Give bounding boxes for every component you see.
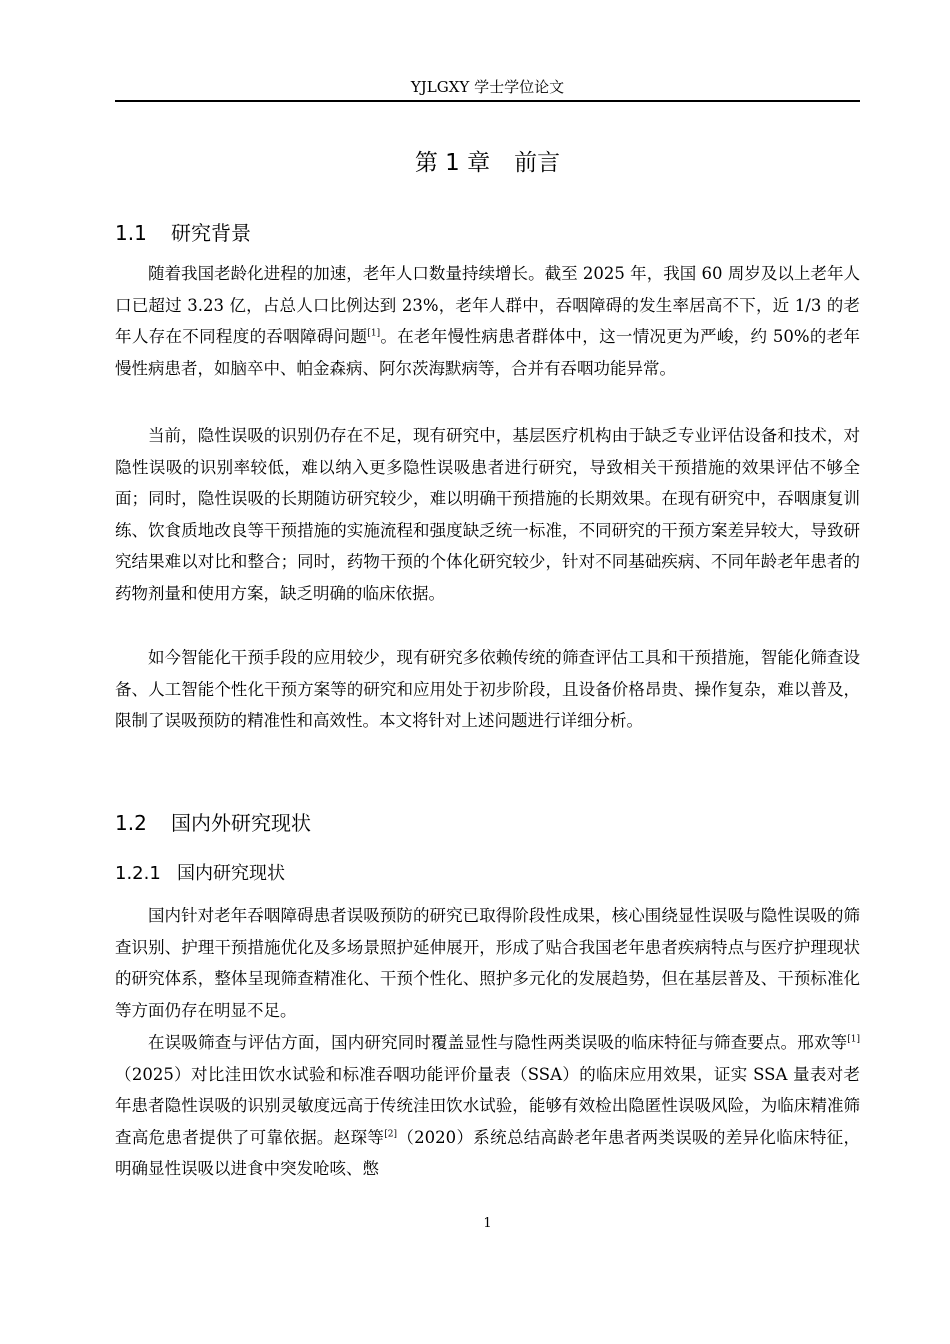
citation-ref[interactable]: [1]: [847, 1034, 860, 1045]
section-heading-1-2: [115, 810, 311, 836]
paragraph: 随着我国老龄化进程的加速，老年人口数量持续增长。截至 2025 年，我国 60 周岁及以上老年人口已超过 3.23 亿，占总人口比例达到 23%，老年人群中，吞咽障碍的发生率居高不下，近 1/3 的老年人存在不同程度的吞咽障碍问题[1]。在老年慢性病患者群体中，这一情况更为严峻，约 50%的老年慢性病患者，如脑卒中、帕金森病、阿尔茨海默病等，合并有吞咽功能异常。: [115, 264, 861, 378]
chapter-number: 第 1 章: [414, 150, 491, 176]
running-header: YJLGXY 学士学位论文: [410, 78, 565, 96]
section-number: 1.2: [115, 811, 147, 835]
subsection-heading-1-2-1: [115, 862, 285, 886]
paragraph: 在误吸筛查与评估方面，国内研究同时覆盖显性与隐性两类误吸的临床特征与筛查要点。邢欢等[1]（2025）对比洼田饮水试验和标准吞咽功能评价量表（SSA）的临床应用效果，证实 SSA 量表对老年患者隐性误吸的识别灵敏度远高于传统洼田饮水试验，能够有效检出隐匿性误吸风险，为临床精准筛查高危患者提供了可靠依据。赵琛等[2]（2020）系统总结高龄老年患者两类误吸的差异化临床特征，明确显性误吸以进食中突发呛咳、憋: [115, 1033, 861, 1178]
chapter-name: 前言: [514, 150, 561, 176]
citation-ref[interactable]: [2]: [384, 1129, 397, 1139]
paragraph: 国内针对老年吞咽障碍患者误吸预防的研究已取得阶段性成果，核心围绕显性误吸与隐性误吸的筛查识别、护理干预措施优化及多场景照护延伸展开，形成了贴合我国老年患者疾病特点与医疗护理现状的研究体系，整体呈现筛查精准化、干预个性化、照护多元化的发展趋势，但在基层普及、干预标准化等方面仍存在明显不足。: [115, 906, 860, 1020]
subsection-title: 国内研究现状: [177, 863, 285, 884]
page-number: 1: [483, 1216, 492, 1231]
section-heading-1-1: [115, 220, 251, 246]
section-number: 1.1: [115, 221, 147, 245]
paragraph: 当前，隐性误吸的识别仍存在不足，现有研究中，基层医疗机构由于缺乏专业评估设备和技术，对隐性误吸的识别率较低，难以纳入更多隐性误吸患者进行研究，导致相关干预措施的效果评估不够全面；同时，隐性误吸的长期随访研究较少，难以明确干预措施的长期效果。在现有研究中，吞咽康复训练、饮食质地改良等干预措施的实施流程和强度缺乏统一标准，不同研究的干预方案差异较大，导致研究结果难以对比和整合；同时，药物干预的个体化研究较少，针对不同基础疾病、不同年龄老年患者的药物剂量和使用方案，缺乏明确的临床依据。: [115, 426, 860, 603]
section-title: 研究背景: [171, 221, 251, 245]
citation-ref[interactable]: [1]: [367, 328, 381, 339]
chapter-title: [115, 148, 860, 178]
section-title: 国内外研究现状: [171, 811, 311, 835]
subsection-number: 1.2.1: [115, 863, 161, 884]
header-divider: [115, 100, 860, 102]
paragraph: 如今智能化干预手段的应用较少，现有研究多依赖传统的筛查评估工具和干预措施，智能化筛查设备、人工智能个性化干预方案等的研究和应用处于初步阶段，且设备价格昂贵、操作复杂，难以普及，限制了误吸预防的精准性和高效性。本文将针对上述问题进行详细分析。: [115, 648, 860, 730]
